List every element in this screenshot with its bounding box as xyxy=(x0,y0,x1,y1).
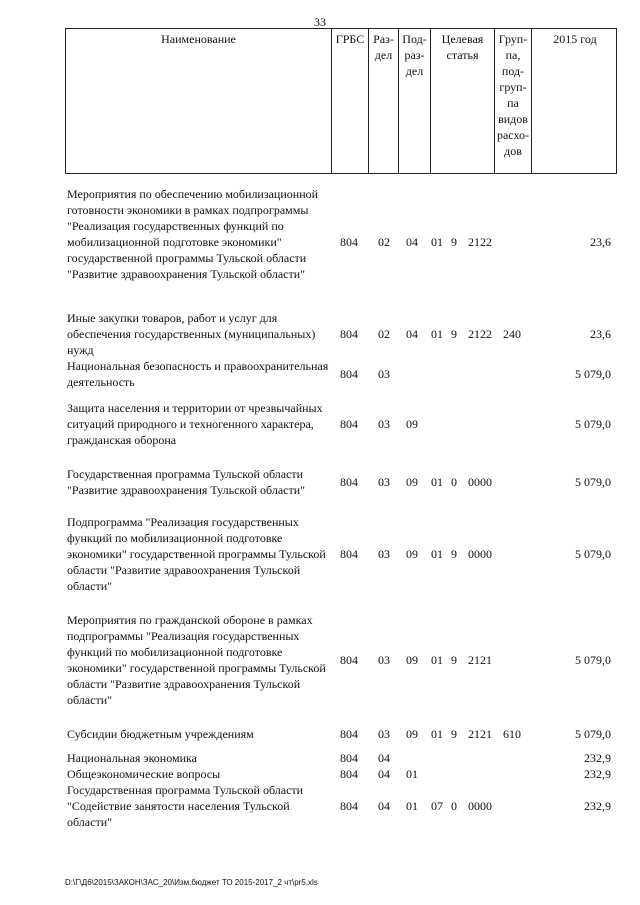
row-podrazdel: 09 xyxy=(406,727,418,741)
row-sum: 232,9 xyxy=(584,767,611,781)
row-grbs: 804 xyxy=(340,653,358,667)
row-podrazdel: 01 xyxy=(406,799,418,813)
row-razdel: 03 xyxy=(378,547,390,561)
row-sum: 232,9 xyxy=(584,751,611,765)
row-grbs: 804 xyxy=(340,799,358,813)
header-razdel-line: дел xyxy=(374,48,393,62)
row-name: Государственная программа Тульской области "Развитие здравоохранения Тульской области" xyxy=(67,467,306,497)
header-podrazdel-line: Под- xyxy=(402,32,427,46)
row-name: Иные закупки товаров, работ и услуг для обеспечения государственных (муниципальных) нужд xyxy=(67,311,316,357)
header-celevaya xyxy=(430,29,494,173)
row-name: Национальная экономика xyxy=(67,751,197,765)
header-grbs: ГРБС xyxy=(331,29,368,173)
row-name: Субсидии бюджетным учреждениям xyxy=(67,727,254,741)
header-gruppa-line: Груп- xyxy=(498,32,528,46)
row-sum: 5 079,0 xyxy=(575,653,611,667)
row-cs-program: 07 xyxy=(431,799,443,813)
header-gruppa-line: па, xyxy=(505,48,521,62)
row-razdel: 03 xyxy=(378,653,390,667)
header-year: 2015 год xyxy=(531,29,618,173)
row-grbs: 804 xyxy=(340,751,358,765)
header-gruppa-line: дов xyxy=(504,144,522,158)
row-sum: 23,6 xyxy=(590,235,611,249)
row-vr: 610 xyxy=(503,727,521,741)
header-gruppa-line: видов xyxy=(498,112,528,126)
row-podrazdel: 09 xyxy=(406,653,418,667)
row-razdel: 04 xyxy=(378,751,390,765)
row-name: Общеэкономические вопросы xyxy=(67,767,221,781)
file-path-footer: D:\Г\Д6\2015\ЗАКОН\ЗАС_20\Изм.бюджет ТО 2015-2017_2 чт\pr5.xls xyxy=(65,878,318,887)
header-celevaya-line: статья xyxy=(446,48,479,62)
row-razdel: 04 xyxy=(378,767,390,781)
row-razdel: 03 xyxy=(378,727,390,741)
row-cs-subprogram: 9 xyxy=(451,547,457,561)
row-razdel: 02 xyxy=(378,235,390,249)
header-gruppa-line: груп- xyxy=(499,80,527,94)
row-grbs: 804 xyxy=(340,475,358,489)
row-cs-direction: 0000 xyxy=(468,547,492,561)
row-razdel: 04 xyxy=(378,799,390,813)
header-podrazdel xyxy=(398,29,430,173)
row-sum: 23,6 xyxy=(590,327,611,341)
row-cs-direction: 2122 xyxy=(468,327,492,341)
row-sum: 232,9 xyxy=(584,799,611,813)
row-cs-program: 01 xyxy=(431,727,443,741)
row-grbs: 804 xyxy=(340,417,358,431)
row-name: Национальная безопасность и правоохранительная деятельность xyxy=(67,359,329,389)
row-cs-subprogram: 0 xyxy=(451,475,457,489)
row-grbs: 804 xyxy=(340,235,358,249)
row-cs-program: 01 xyxy=(431,475,443,489)
header-gruppa-line: под- xyxy=(501,64,525,78)
row-vr: 240 xyxy=(503,327,521,341)
header-celevaya-line: Целевая xyxy=(441,32,484,46)
row-cs-program: 01 xyxy=(431,327,443,341)
row-cs-subprogram: 9 xyxy=(451,653,457,667)
row-name: Мероприятия по обеспечению мобилизационной готовности экономики в рамках подпрограммы "Реализация государственных функций по мобилизационной подготовке экономики" государственной программы Тульской области "Развитие здравоохранения Тульской области" xyxy=(67,187,319,281)
row-podrazdel: 01 xyxy=(406,767,418,781)
row-cs-direction: 2121 xyxy=(468,727,492,741)
row-cs-direction: 2121 xyxy=(468,653,492,667)
row-cs-program: 01 xyxy=(431,547,443,561)
row-cs-direction: 2122 xyxy=(468,235,492,249)
row-cs-program: 01 xyxy=(431,235,443,249)
header-name: Наименование xyxy=(161,32,236,46)
row-name: Мероприятия по гражданской обороне в рамках подпрограммы "Реализация государственных функций по мобилизационной подготовке экономики" государственной программы Тульской области "Развитие здравоохранения Тульской области" xyxy=(67,613,326,707)
row-podrazdel: 09 xyxy=(406,417,418,431)
row-grbs: 804 xyxy=(340,727,358,741)
row-cs-subprogram: 9 xyxy=(451,235,457,249)
row-cs-direction: 0000 xyxy=(468,799,492,813)
row-cs-direction: 0000 xyxy=(468,475,492,489)
row-cs-subprogram: 9 xyxy=(451,327,457,341)
row-podrazdel: 09 xyxy=(406,547,418,561)
row-sum: 5 079,0 xyxy=(575,727,611,741)
row-podrazdel: 04 xyxy=(406,327,418,341)
row-grbs: 804 xyxy=(340,327,358,341)
header-gruppa-line: па xyxy=(507,96,519,110)
page-number: 33 xyxy=(314,15,326,29)
row-razdel: 03 xyxy=(378,367,390,381)
row-podrazdel: 09 xyxy=(406,475,418,489)
header-razdel-line: Раз- xyxy=(373,32,394,46)
row-razdel: 02 xyxy=(378,327,390,341)
row-grbs: 804 xyxy=(340,367,358,381)
row-name: Подпрограмма "Реализация государственных функций по мобилизационной подготовке экономики" государственной программы Тульской области "Развитие здравоохранения Тульской области" xyxy=(67,515,326,593)
row-podrazdel: 04 xyxy=(406,235,418,249)
row-sum: 5 079,0 xyxy=(575,475,611,489)
row-sum: 5 079,0 xyxy=(575,547,611,561)
row-grbs: 804 xyxy=(340,767,358,781)
row-grbs: 804 xyxy=(340,547,358,561)
row-cs-subprogram: 9 xyxy=(451,727,457,741)
header-gruppa xyxy=(494,29,531,173)
row-sum: 5 079,0 xyxy=(575,367,611,381)
table-header xyxy=(65,28,617,174)
header-razdel xyxy=(368,29,398,173)
row-cs-program: 01 xyxy=(431,653,443,667)
row-name: Защита населения и территории от чрезвычайных ситуаций природного и техногенного характера, гражданская оборона xyxy=(67,401,323,447)
row-name: Государственная программа Тульской области "Содействие занятости населения Тульской области" xyxy=(67,783,304,829)
row-cs-subprogram: 0 xyxy=(451,799,457,813)
row-razdel: 03 xyxy=(378,475,390,489)
row-sum: 5 079,0 xyxy=(575,417,611,431)
row-razdel: 03 xyxy=(378,417,390,431)
header-gruppa-line: расхо- xyxy=(496,128,530,142)
header-podrazdel-line: раз- xyxy=(404,48,425,62)
header-podrazdel-line: дел xyxy=(405,64,424,78)
